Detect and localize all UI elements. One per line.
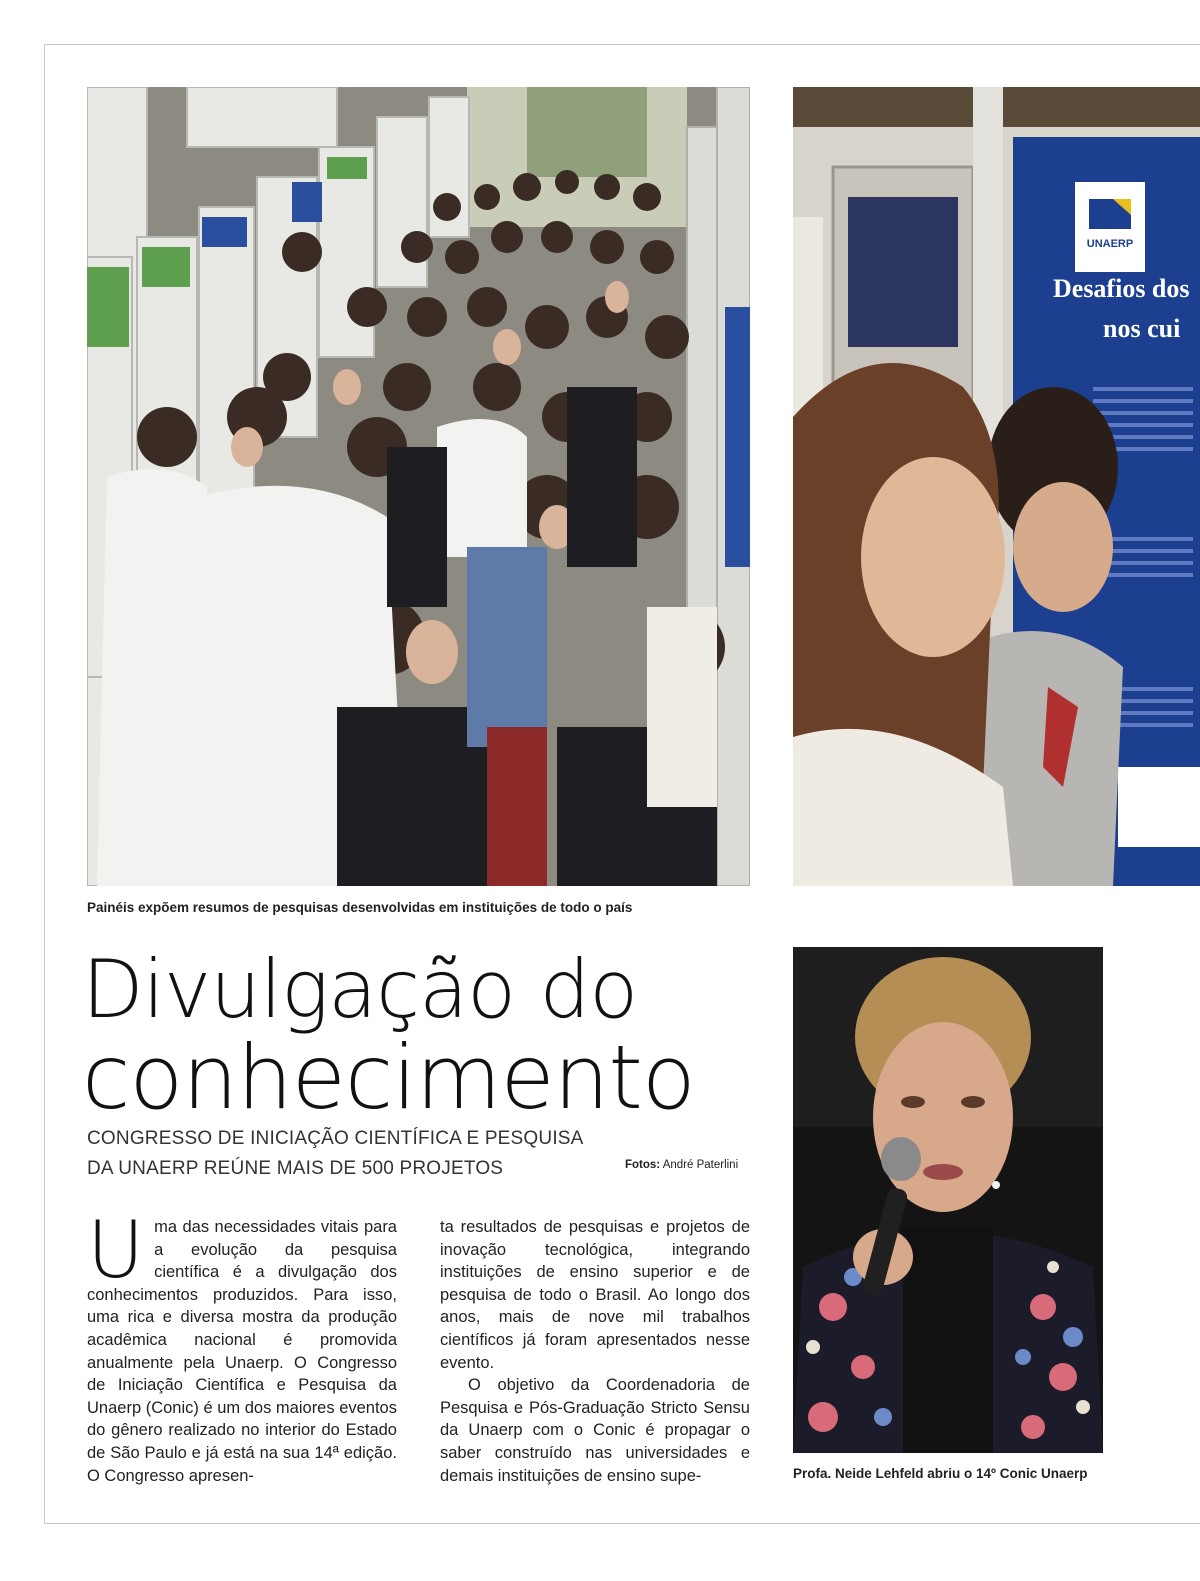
page-frame-bottom — [44, 1523, 1200, 1524]
article-column-2 — [440, 1216, 750, 1487]
poster-logo: UNAERP — [1086, 238, 1134, 250]
students-poster-photo — [793, 87, 1200, 886]
headline-line1: Divulgação do — [82, 943, 638, 1036]
page-frame-top — [44, 44, 1200, 45]
photo-credit-label: Fotos: — [625, 1159, 661, 1171]
article-paragraph: ma das necessidades vitais para a evolução da pesquisa científica é a divulgação dos conhecimentos produzidos. Para isso, uma rica e diversa mostra da produção acadêmica nacional é promovida anualmente pela Unaerp. O Congresso de Iniciação Científica e Pesquisa da Unaerp (Conic) é um dos maiores eventos do gênero realizado no interior do Estado de São Paulo e já está na sua 14ª edição. O Congresso apresen- — [87, 1218, 397, 1485]
subheadline-line2: DA UNAERP REÚNE MAIS DE 500 PROJETOS — [87, 1158, 504, 1179]
poster-title-line1: Desafios dos — [1053, 274, 1190, 303]
photo-credit-name: André Paterlini — [662, 1159, 739, 1171]
subheadline — [87, 1124, 584, 1184]
crowd-photo — [87, 87, 750, 886]
headline-line2: conhecimento — [82, 1026, 695, 1129]
speaker-photo — [793, 947, 1103, 1453]
drop-cap: U — [87, 1206, 145, 1296]
article-paragraph: O objetivo da Coordenadoria de Pesquisa e Pós-Graduação Stricto Sensu da Unaerp com o Conic é propagar o saber construído nas universidades e demais instituições de ensino supe- — [440, 1376, 750, 1485]
subheadline-line1: CONGRESSO DE INICIAÇÃO CIENTÍFICA E PESQUISA — [87, 1128, 584, 1149]
article-paragraph: ta resultados de pesquisas e projetos de inovação tecnológica, integrando instituições de ensino superior e de pesquisa de todo o Brasil. Ao longo dos anos, mais de nove mil trabalhos científicos já foram apresentados nesse evento. — [440, 1218, 750, 1372]
crowd-photo-caption: Painéis expõem resumos de pesquisas desenvolvidas em instituições de todo o país — [87, 900, 633, 915]
poster-title-line2: nos cui — [1103, 314, 1181, 343]
page-frame-left — [44, 44, 45, 1524]
photo-credit — [625, 1159, 738, 1171]
article-column-1 — [87, 1206, 397, 1487]
speaker-photo-caption: Profa. Neide Lehfeld abriu o 14º Conic Unaerp — [793, 1466, 1088, 1481]
